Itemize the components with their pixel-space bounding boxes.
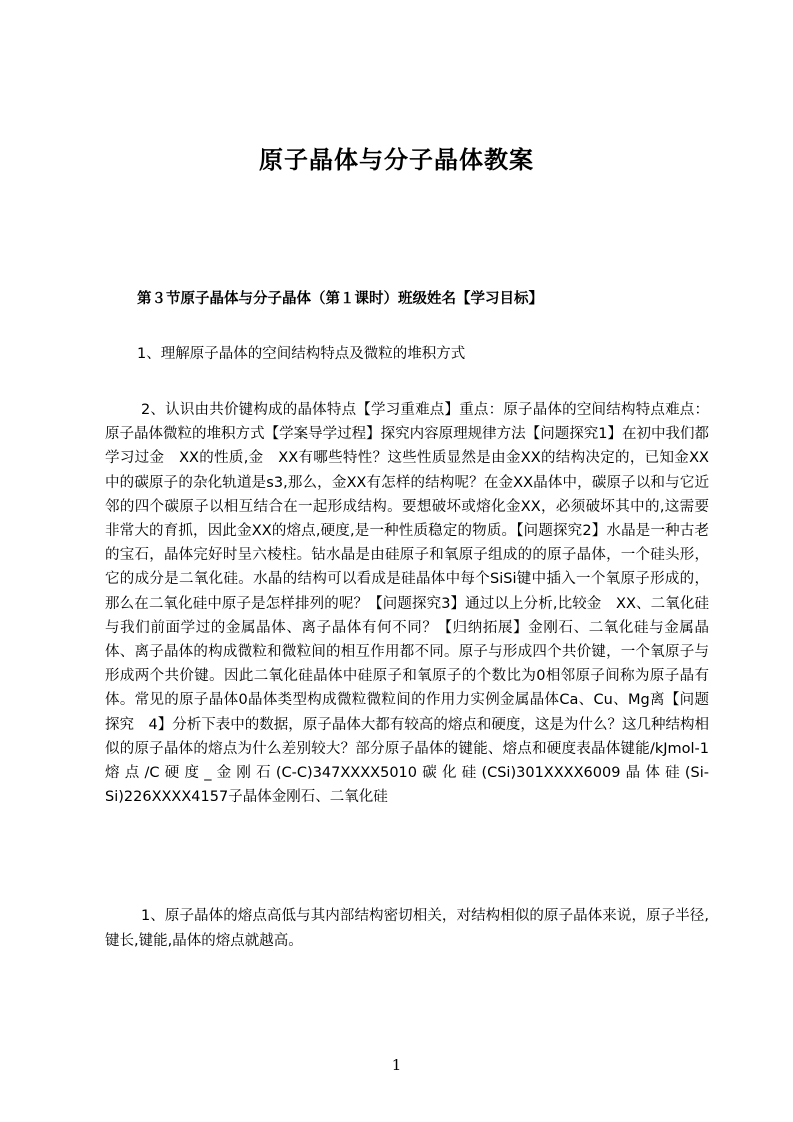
document-title: 原子晶体与分子晶体教案 bbox=[259, 146, 534, 174]
learning-goal-2-body: 2、认识由共价键构成的晶体特点【学习重难点】重点：原子晶体的空间结构特点难点：原子晶体微粒的堆积方式【学案导学过程】探究内容原理规律方法【问题探究1】在初中我们都学习过金 XX的性质,金 XX有哪些特性？这些性质显然是由金XX的结构决定的，已知金XX中的碳原子的杂化轨道是s3,那么，金XX有怎样的结构呢？在金XX晶体中，碳原子以和与它近邻的四个碳原子以相互结合在一起形成结构。要想破坏或熔化金XX，必须破坏其中的,这需要非常大的育抓，因此金XX的熔点,硬度,是一种性质稳定的物质。【问题探究2】水晶是一种古老的宝石，晶体完好时呈六棱柱。钻水晶是由硅原子和氧原子组成的的原子晶体，一个硅头形，它的成分是二氧化硅。水晶的结构可以看成是硅晶体中每个SiSi键中插入一个氧原子形成的，那么在二氧化硅中原子是怎样排列的呢？【问题探究3】通过以上分析,比较金 XX、二氧化硅与我们前面学过的金属晶体、离子晶体有何不同？【归纳拓展】金刚石、二氧化硅与金属晶体、离子晶体的构成微粒和微粒间的相互作用都不同。原子与形成四个共价键，一个氧原子与形成两个共价键。因此二氧化硅晶体中硅原子和氧原子的个数比为0相邻原子间称为原子晶有体。常见的原子晶体0晶体类型构成微粒微粒间的作用力实例金属晶体Ca、Cu、Mg离【问题探究 4】分析下表中的数据，原子晶体大都有较高的熔点和硬度，这是为什么？这几种结构相似的原子晶体的熔点为什么差别较大？部分原子晶体的键能、熔点和硬度表晶体键能/kJmol-1熔点/C硬度_金刚石(C-C)347XXXX5010碳化硅(CSi)301XXXX6009晶体硅(Si-Si)226XXXX4157子晶体金刚石、二氧化硅 bbox=[105, 402, 709, 806]
section-heading: 第３节原子晶体与分子晶体（第１课时）班级姓名【学习目标】 bbox=[137, 291, 543, 307]
page-number: 1 bbox=[391, 1056, 402, 1074]
learning-goal-1: 1、理解原子晶体的空间结构特点及微粒的堆积方式 bbox=[137, 346, 466, 362]
conclusion-paragraph: 1、原子晶体的熔点高低与其内部结构密切相关，对结构相似的原子晶体来说，原子半径,键长,键能,晶体的熔点就越高。 bbox=[105, 908, 709, 949]
